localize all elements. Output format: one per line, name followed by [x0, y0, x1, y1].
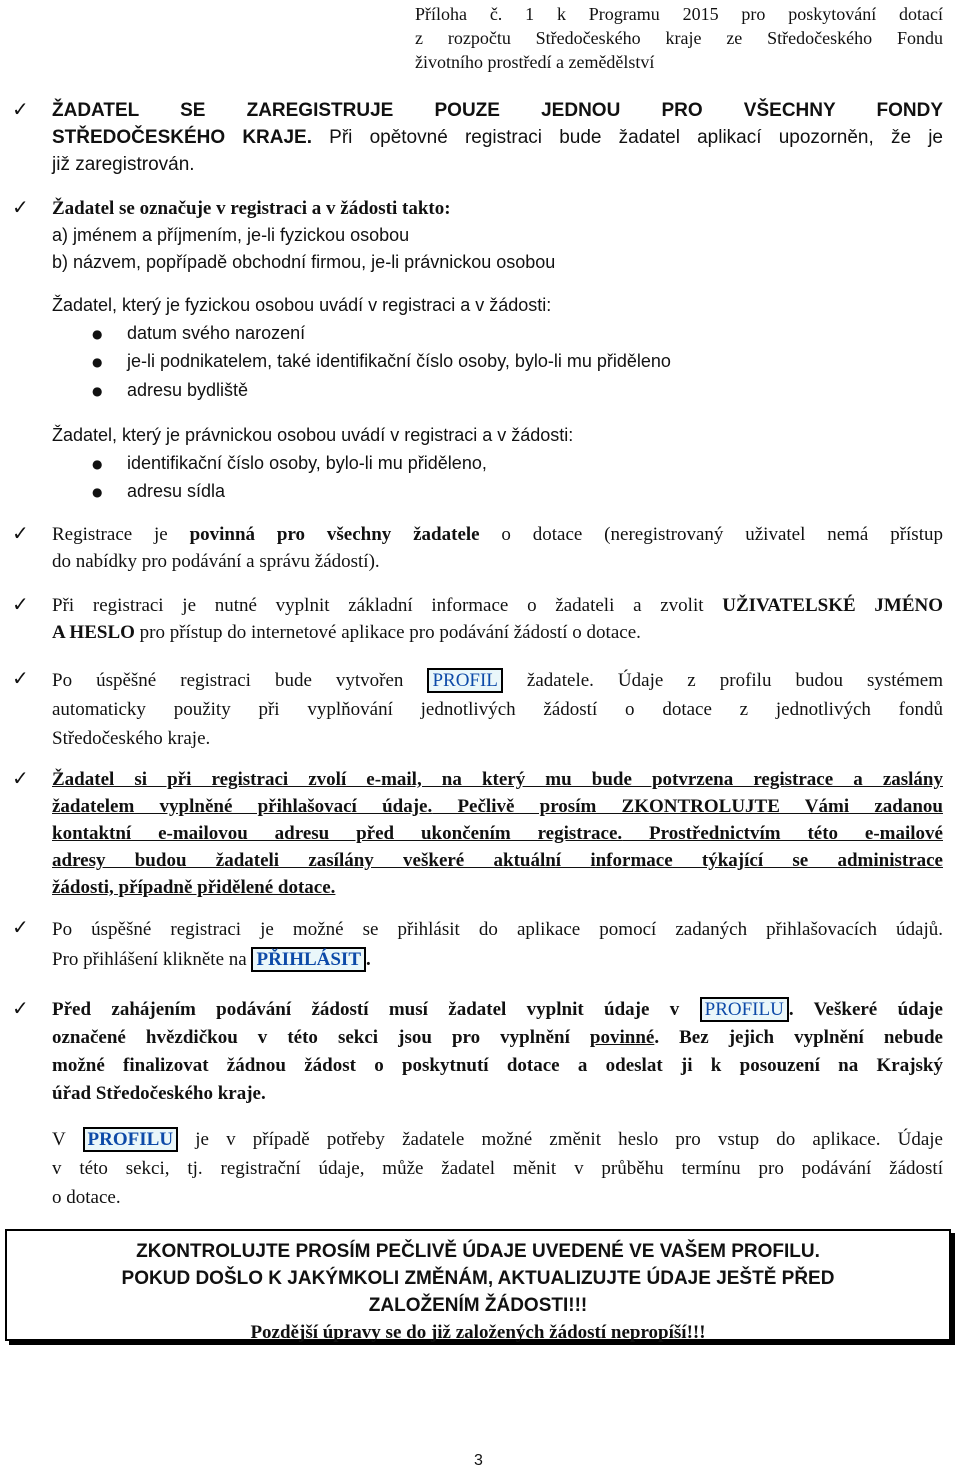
p9-line-2: v této sekci, tj. registrační údaje, může žadatel měnit v průběhu termínu pro podávání žádostí [52, 1158, 943, 1179]
p2-item-b: b) názvem, popřípadě obchodní firmou, je-li právnickou osobou [52, 252, 556, 272]
checkmark-icon: ✓ [12, 996, 29, 1020]
p1-line-1: ŽADATEL SE ZAREGISTRUJE POUZE JEDNOU PRO VŠECHNY FONDY [52, 100, 943, 121]
checkmark-icon: ✓ [12, 97, 29, 121]
p7-text-3: . [366, 949, 371, 970]
bullet-icon: ● [92, 327, 103, 341]
profilu-link[interactable]: PROFILU [700, 997, 789, 1022]
p2-title: Žadatel se označuje v registraci a v žádosti takto: [52, 198, 451, 219]
prav-item-1: identifikační číslo osoby, bylo-li mu přiděleno, [127, 453, 487, 473]
p6-line-4: adresy budou žadateli zasílány veškeré aktuální informace týkající se administrace [52, 850, 943, 871]
p4-bold-1: UŽIVATELSKÉ JMÉNO [722, 595, 943, 616]
p4-text-2: pro přístup do internetové aplikace pro podávání žádostí o dotace. [134, 622, 641, 643]
notice-box [5, 1229, 951, 1341]
p8-text-1: Před zahájením podávání žádostí musí žadatel vyplnit údaje v [52, 999, 700, 1020]
p9-line-3: o dotace. [52, 1187, 121, 1208]
header-line-2: z rozpočtu Středočeského kraje ze Středočeského Fondu [415, 28, 943, 48]
header-line-1: Příloha č. 1 k Programu 2015 pro poskytování dotací [415, 4, 943, 24]
p3-line-2: do nabídky pro podávání a správu žádostí). [52, 551, 380, 572]
bullet-icon: ● [92, 355, 103, 369]
checkmark-icon: ✓ [12, 766, 29, 790]
notice-line-2: POKUD DOŠLO K JAKÝMKOLI ZMĚNÁM, AKTUALIZUJTE ÚDAJE JEŠTĚ PŘED [121, 1268, 835, 1289]
p9-text-2: je v případě potřeby žadatele možné změnit heslo pro vstup do aplikace. Údaje [178, 1129, 943, 1150]
p5-text-1: Po úspěšné registraci bude vytvořen [52, 670, 428, 691]
p1-rest-2: Při opětovné registraci bude žadatel aplikací upozorněn, že je [312, 127, 943, 148]
p3-bold: povinná pro všechny žadatele [189, 524, 480, 545]
prihlasit-link[interactable]: PŘIHLÁSIT [251, 947, 366, 972]
checkmark-icon: ✓ [12, 915, 29, 939]
notice-line-4: Pozdější úpravy se do již založených žádostí nepropíší!!! [250, 1322, 706, 1343]
bullet-icon: ● [92, 457, 103, 471]
paragraph-fill-profile [52, 996, 943, 1108]
fyz-item-1: datum svého narození [127, 323, 306, 343]
p9-text-1: V [52, 1129, 83, 1150]
paragraph-profile-created [52, 666, 943, 753]
paragraph-change-password [52, 1125, 943, 1212]
p8-line-3: možné finalizovat žádnou žádost o poskytnutí dotace a odeslat ji k posouzení na Krajský [52, 1055, 943, 1076]
p1-line-3: již zaregistrován. [52, 154, 195, 175]
profil-link[interactable]: PROFIL [427, 668, 502, 693]
document-header [415, 2, 943, 74]
p6-line-2a: žadatelem vyplněné přihlašovací údaje. [52, 796, 433, 817]
bullet-icon: ● [92, 384, 103, 398]
profilu-link-2[interactable]: PROFILU [83, 1127, 179, 1152]
p3-text-2: o dotace (neregistrovaný uživatel nemá přístup [479, 524, 943, 545]
paragraph-email-verification [52, 766, 943, 901]
p7-line-1: Po úspěšné registraci je možné se přihlásit do aplikace pomocí zadaných přihlašovacích údajů. [52, 919, 943, 940]
checkmark-icon: ✓ [12, 195, 29, 219]
p7-text-2: Pro přihlášení klikněte na [52, 949, 252, 970]
bullet-icon: ● [92, 485, 103, 499]
p6-line-3b: Prostřednictvím této e-mailové [622, 823, 943, 844]
page-number: 3 [474, 1452, 483, 1469]
p1-bold-2: STŘEDOČESKÉHO KRAJE. [52, 127, 312, 148]
fyz-item-3: adresu bydliště [127, 380, 249, 400]
fyz-item-2: je-li podnikatelem, také identifikační číslo osoby, bylo-li mu přiděleno [127, 351, 671, 371]
p8-line-2b: . Bez jejich vyplnění nebude [654, 1027, 943, 1048]
p5-line-2: automaticky použity při vyplňování jednotlivých žádostí o dotace z jednotlivých fondů [52, 699, 943, 720]
paragraph-username-password [52, 592, 943, 646]
prav-intro: Žadatel, který je právnickou osobou uvádí v registraci a v žádosti: [52, 425, 574, 445]
p3-text-1: Registrace je [52, 524, 190, 545]
checkmark-icon: ✓ [12, 666, 29, 690]
notice-line-3: ZALOŽENÍM ŽÁDOSTI!!! [368, 1295, 588, 1316]
p8-line-2-underlined: povinné [589, 1027, 655, 1048]
checkmark-icon: ✓ [12, 521, 29, 545]
p2-item-a: a) jménem a příjmením, je-li fyzickou osobou [52, 225, 410, 245]
p6-line-3a: kontaktní e-mailovou adresu před ukončením registrace. [52, 823, 623, 844]
p8-line-2a: označené hvězdičkou v této sekci jsou pro vyplnění [52, 1027, 590, 1048]
p8-line-4: úřad Středočeského kraje. [52, 1083, 266, 1104]
p4-bold-2: A HESLO [52, 622, 135, 643]
paragraph-registration-once [52, 97, 943, 178]
paragraph-registration-required [52, 521, 943, 575]
p5-line-3: Středočeského kraje. [52, 728, 211, 749]
p6-line-1: Žadatel si při registraci zvolí e-mail, na který mu bude potvrzena registrace a zaslány [52, 769, 943, 790]
notice-line-1: ZKONTROLUJTE PROSÍM PEČLIVĚ ÚDAJE UVEDENÉ VE VAŠEM PROFILU. [136, 1241, 820, 1262]
p8-text-2: . Veškeré údaje [788, 999, 943, 1020]
fyz-intro: Žadatel, který je fyzickou osobou uvádí v registraci a v žádosti: [52, 295, 552, 315]
p5-text-2: žadatele. Údaje z profilu budou systémem [502, 670, 943, 691]
checkmark-icon: ✓ [12, 592, 29, 616]
header-line-3: životního prostředí a zemědělství [415, 52, 655, 72]
prav-item-2: adresu sídla [127, 481, 226, 501]
p4-text-1: Při registraci je nutné vyplnit základní informace o žadateli a zvolit [52, 595, 723, 616]
p6-line-2b: Pečlivě prosím ZKONTROLUJTE Vámi zadanou [432, 796, 943, 817]
paragraph-login [52, 915, 943, 975]
p6-line-5: žádosti, případně přidělené dotace. [52, 877, 336, 898]
